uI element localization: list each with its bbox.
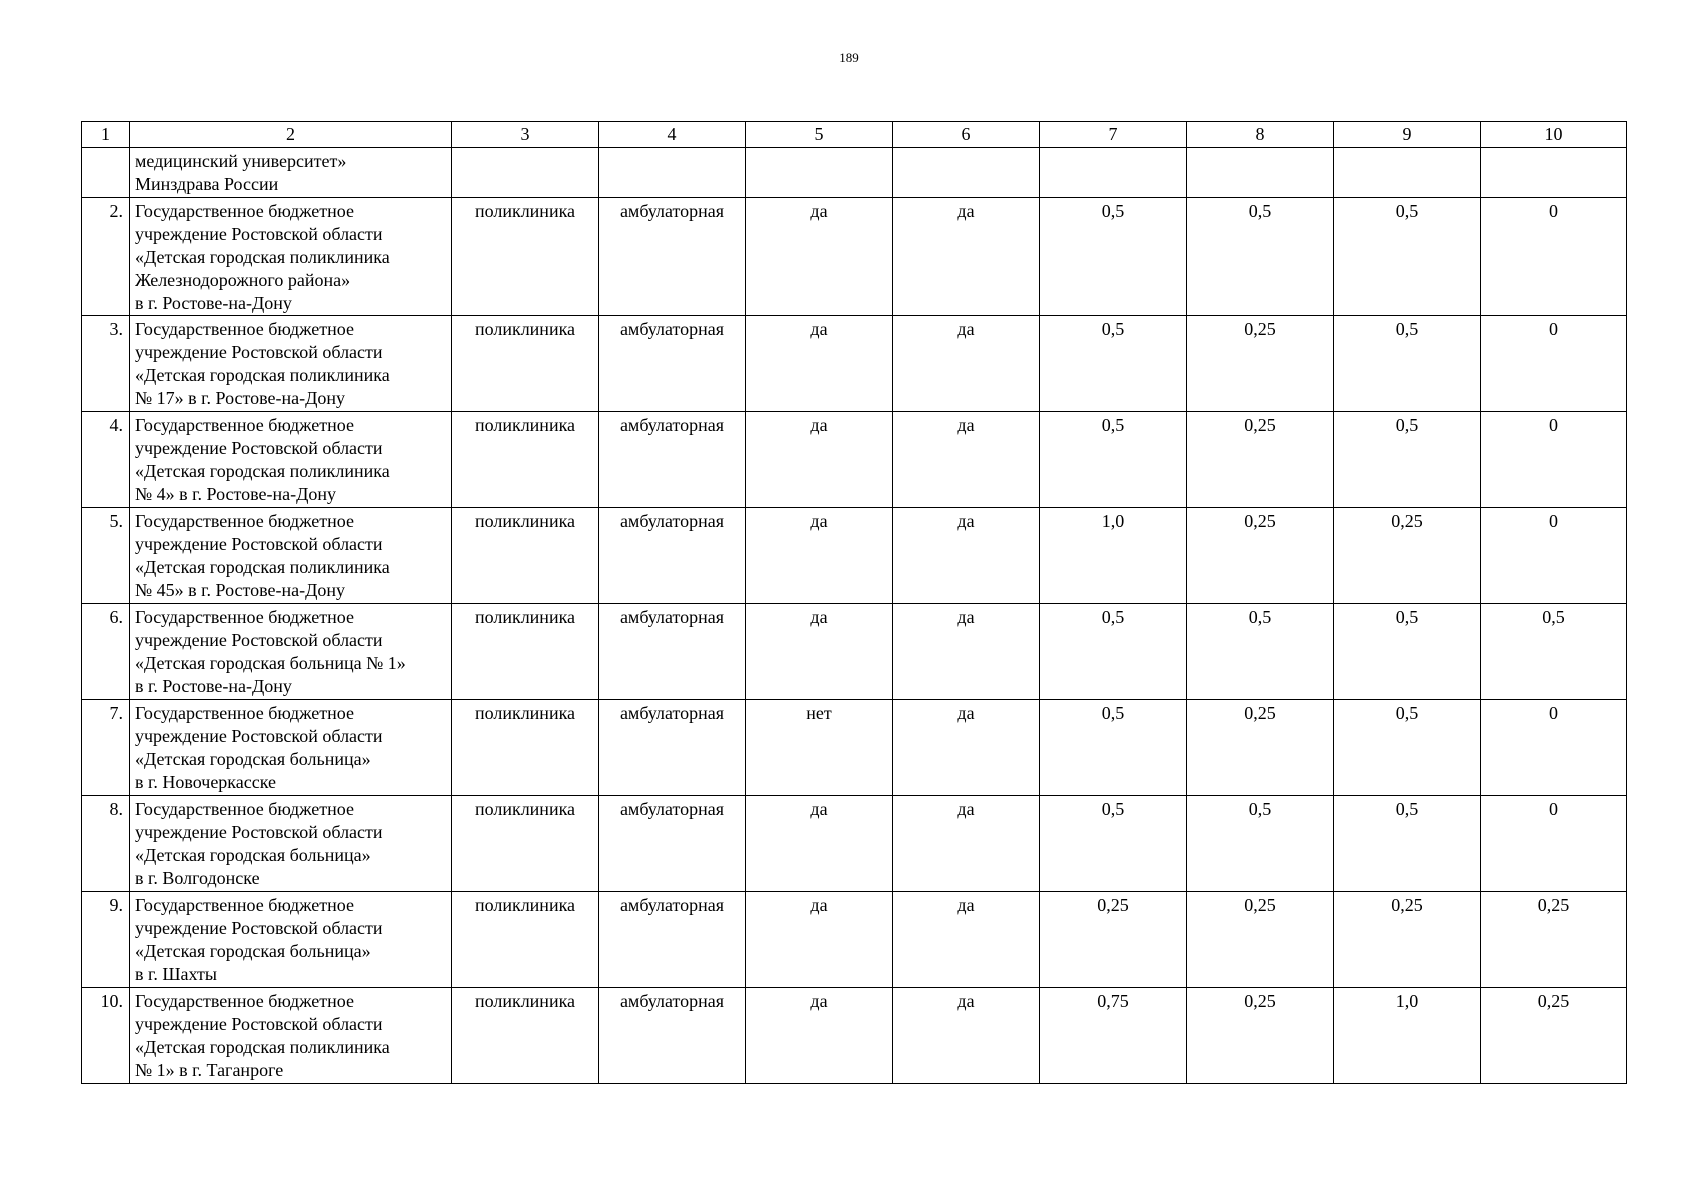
cell-col-9: 0,5 xyxy=(1334,604,1481,700)
cell-col-8 xyxy=(1187,148,1334,198)
cell-col-9: 0,5 xyxy=(1334,700,1481,796)
institution-name: Государственное бюджетное учреждение Ростовской области «Детская городская поликлиника № 17» в г. Ростове-на-Дону xyxy=(130,316,452,412)
table-row xyxy=(82,700,1627,796)
table-row xyxy=(82,316,1627,412)
column-number-2: 2 xyxy=(130,122,452,148)
cell-col-5: да xyxy=(746,508,893,604)
cell-col-10: 0 xyxy=(1481,412,1627,508)
institution-name: медицинский университет» Минздрава России xyxy=(130,148,452,198)
cell-col-4: амбулаторная xyxy=(599,508,746,604)
cell-col-3: поликлиника xyxy=(452,796,599,892)
cell-col-4: амбулаторная xyxy=(599,988,746,1084)
cell-col-9: 0,5 xyxy=(1334,316,1481,412)
cell-col-3: поликлиника xyxy=(452,316,599,412)
cell-col-4: амбулаторная xyxy=(599,198,746,316)
data-table xyxy=(81,121,1627,1084)
institution-name: Государственное бюджетное учреждение Ростовской области «Детская городская больница № 1» в г. Ростове-на-Дону xyxy=(130,604,452,700)
cell-col-3: поликлиника xyxy=(452,700,599,796)
cell-col-4: амбулаторная xyxy=(599,892,746,988)
cell-col-7: 0,5 xyxy=(1040,796,1187,892)
cell-col-5: да xyxy=(746,316,893,412)
cell-col-9: 0,5 xyxy=(1334,796,1481,892)
cell-col-3: поликлиника xyxy=(452,198,599,316)
cell-col-8: 0,25 xyxy=(1187,508,1334,604)
cell-col-6: да xyxy=(893,988,1040,1084)
cell-col-7: 0,5 xyxy=(1040,604,1187,700)
row-number: 3. xyxy=(82,316,130,412)
row-number: 2. xyxy=(82,198,130,316)
cell-col-9: 0,25 xyxy=(1334,508,1481,604)
cell-col-5: да xyxy=(746,892,893,988)
cell-col-10 xyxy=(1481,148,1627,198)
institution-name: Государственное бюджетное учреждение Ростовской области «Детская городская поликлиника Железнодорожного района» в г. Ростове-на-Дону xyxy=(130,198,452,316)
row-number: 9. xyxy=(82,892,130,988)
cell-col-10: 0 xyxy=(1481,796,1627,892)
cell-col-5: да xyxy=(746,988,893,1084)
row-number: 5. xyxy=(82,508,130,604)
cell-col-8: 0,25 xyxy=(1187,700,1334,796)
cell-col-7: 0,5 xyxy=(1040,198,1187,316)
column-number-1: 1 xyxy=(82,122,130,148)
column-number-row xyxy=(82,122,1627,148)
row-number: 7. xyxy=(82,700,130,796)
column-number-3: 3 xyxy=(452,122,599,148)
institution-name: Государственное бюджетное учреждение Ростовской области «Детская городская поликлиника № 1» в г. Таганроге xyxy=(130,988,452,1084)
table-row xyxy=(82,412,1627,508)
cell-col-8: 0,25 xyxy=(1187,892,1334,988)
column-number-7: 7 xyxy=(1040,122,1187,148)
cell-col-8: 0,5 xyxy=(1187,604,1334,700)
institution-name: Государственное бюджетное учреждение Ростовской области «Детская городская больница» в г. Новочеркасске xyxy=(130,700,452,796)
cell-col-9: 1,0 xyxy=(1334,988,1481,1084)
cell-col-4: амбулаторная xyxy=(599,412,746,508)
cell-col-4: амбулаторная xyxy=(599,316,746,412)
column-number-6: 6 xyxy=(893,122,1040,148)
table-row xyxy=(82,198,1627,316)
row-number: 10. xyxy=(82,988,130,1084)
cell-col-5: нет xyxy=(746,700,893,796)
cell-col-3: поликлиника xyxy=(452,412,599,508)
cell-col-6: да xyxy=(893,892,1040,988)
institution-name: Государственное бюджетное учреждение Ростовской области «Детская городская больница» в г. Волгодонске xyxy=(130,796,452,892)
cell-col-6: да xyxy=(893,412,1040,508)
cell-col-10: 0 xyxy=(1481,508,1627,604)
cell-col-5: да xyxy=(746,796,893,892)
cell-col-10: 0,5 xyxy=(1481,604,1627,700)
cell-col-7: 1,0 xyxy=(1040,508,1187,604)
cell-col-4 xyxy=(599,148,746,198)
cell-col-9 xyxy=(1334,148,1481,198)
cell-col-6: да xyxy=(893,508,1040,604)
cell-col-3: поликлиника xyxy=(452,988,599,1084)
cell-col-8: 0,25 xyxy=(1187,316,1334,412)
row-number: 8. xyxy=(82,796,130,892)
column-number-10: 10 xyxy=(1481,122,1627,148)
row-number: 6. xyxy=(82,604,130,700)
cell-col-8: 0,25 xyxy=(1187,412,1334,508)
column-number-4: 4 xyxy=(599,122,746,148)
cell-col-8: 0,5 xyxy=(1187,796,1334,892)
cell-col-3: поликлиника xyxy=(452,892,599,988)
row-number: 4. xyxy=(82,412,130,508)
cell-col-7: 0,5 xyxy=(1040,700,1187,796)
cell-col-6: да xyxy=(893,700,1040,796)
cell-col-10: 0 xyxy=(1481,198,1627,316)
cell-col-6 xyxy=(893,148,1040,198)
institution-name: Государственное бюджетное учреждение Ростовской области «Детская городская поликлиника № 4» в г. Ростове-на-Дону xyxy=(130,412,452,508)
cell-col-9: 0,5 xyxy=(1334,198,1481,316)
cell-col-3: поликлиника xyxy=(452,604,599,700)
table-row xyxy=(82,892,1627,988)
page-number: 189 xyxy=(839,50,859,65)
table-row xyxy=(82,148,1627,198)
institution-name: Государственное бюджетное учреждение Ростовской области «Детская городская больница» в г. Шахты xyxy=(130,892,452,988)
column-number-5: 5 xyxy=(746,122,893,148)
cell-col-7: 0,5 xyxy=(1040,316,1187,412)
cell-col-4: амбулаторная xyxy=(599,604,746,700)
cell-col-3 xyxy=(452,148,599,198)
cell-col-9: 0,5 xyxy=(1334,412,1481,508)
cell-col-10: 0 xyxy=(1481,316,1627,412)
cell-col-8: 0,5 xyxy=(1187,198,1334,316)
cell-col-7 xyxy=(1040,148,1187,198)
cell-col-5 xyxy=(746,148,893,198)
table-row xyxy=(82,988,1627,1084)
cell-col-7: 0,25 xyxy=(1040,892,1187,988)
cell-col-5: да xyxy=(746,604,893,700)
column-number-8: 8 xyxy=(1187,122,1334,148)
cell-col-10: 0,25 xyxy=(1481,988,1627,1084)
cell-col-6: да xyxy=(893,604,1040,700)
cell-col-4: амбулаторная xyxy=(599,796,746,892)
cell-col-6: да xyxy=(893,316,1040,412)
row-number xyxy=(82,148,130,198)
cell-col-7: 0,75 xyxy=(1040,988,1187,1084)
table-row xyxy=(82,796,1627,892)
cell-col-9: 0,25 xyxy=(1334,892,1481,988)
cell-col-8: 0,25 xyxy=(1187,988,1334,1084)
cell-col-5: да xyxy=(746,412,893,508)
cell-col-6: да xyxy=(893,796,1040,892)
cell-col-4: амбулаторная xyxy=(599,700,746,796)
cell-col-3: поликлиника xyxy=(452,508,599,604)
cell-col-6: да xyxy=(893,198,1040,316)
cell-col-5: да xyxy=(746,198,893,316)
institution-name: Государственное бюджетное учреждение Ростовской области «Детская городская поликлиника № 45» в г. Ростове-на-Дону xyxy=(130,508,452,604)
table-row xyxy=(82,604,1627,700)
cell-col-10: 0 xyxy=(1481,700,1627,796)
table-row xyxy=(82,508,1627,604)
cell-col-7: 0,5 xyxy=(1040,412,1187,508)
column-number-9: 9 xyxy=(1334,122,1481,148)
cell-col-10: 0,25 xyxy=(1481,892,1627,988)
